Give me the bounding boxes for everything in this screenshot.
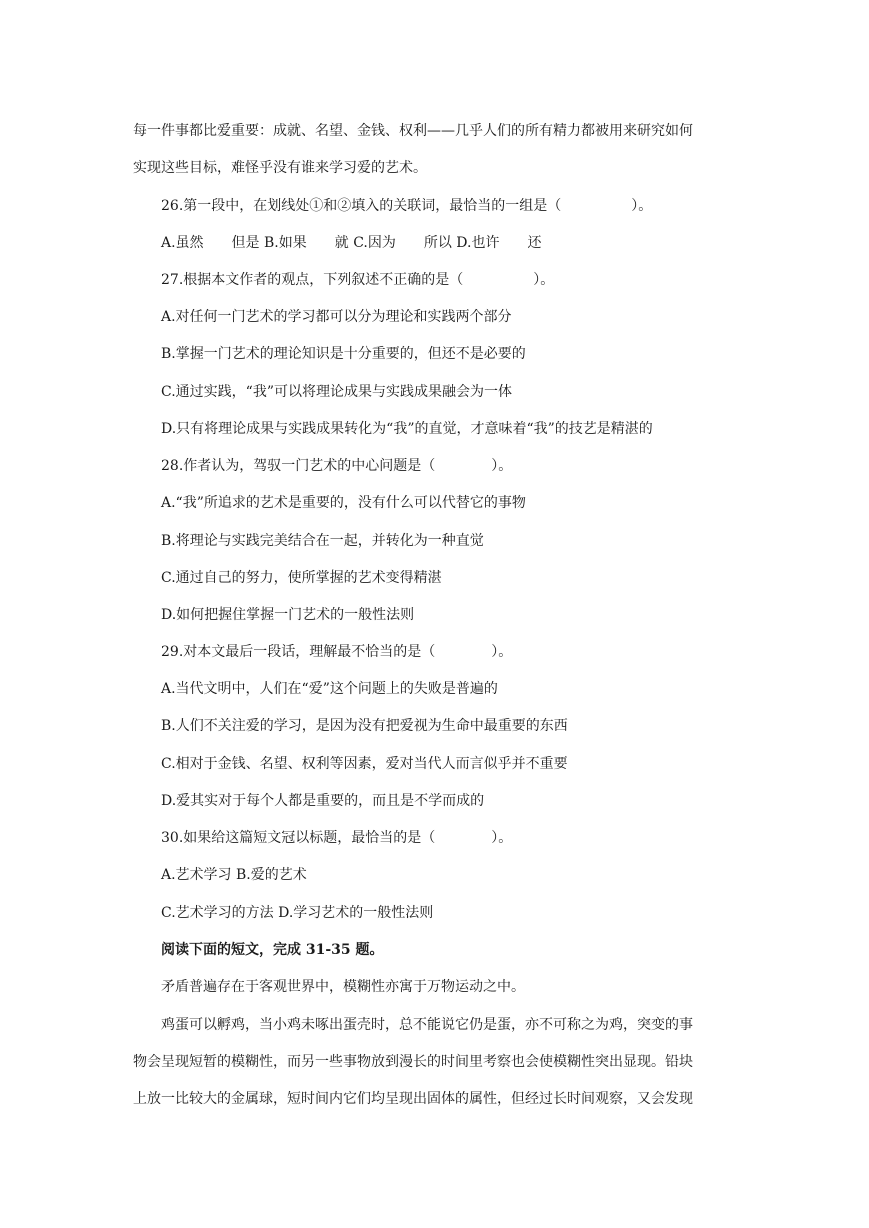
question-28-option-b: B.将理论与实践完美结合在一起，并转化为一种直觉 [161, 533, 484, 549]
question-30-option-cd: C.艺术学习的方法 D.学习艺术的一般性法则 [161, 905, 434, 921]
question-27-option-c: C.通过实践，“我”可以将理论成果与实践成果融会为一体 [161, 384, 512, 400]
section-heading: 阅读下面的短文，完成 31-35 题。 [161, 942, 384, 958]
new-passage-line-3: 物会呈现短暂的模糊性，而另一些事物放到漫长的时间里考察也会使模糊性突出显现。铅块 [133, 1054, 693, 1070]
question-27-stem: 27.根据本文作者的观点，下列叙述不正确的是（ ）。 [161, 272, 555, 288]
question-29-option-d: D.爱其实对于每个人都是重要的，而且是不学而成的 [161, 793, 485, 809]
question-27-option-b: B.掌握一门艺术的理论知识是十分重要的，但还不是必要的 [161, 346, 526, 362]
question-26-options: A.虽然 但是 B.如果 就 C.因为 所以 D.也许 还 [161, 235, 542, 251]
question-27-option-d: D.只有将理论成果与实践成果转化为“我”的直觉，才意味着“我”的技艺是精湛的 [161, 421, 653, 437]
question-29-option-b: B.人们不关注爱的学习，是因为没有把爱视为生命中最重要的东西 [161, 718, 568, 734]
passage-end-line-2: 实现这些目标，难怪乎没有谁来学习爱的艺术。 [133, 160, 427, 176]
question-29-option-c: C.相对于金钱、名望、权利等因素，爱对当代人而言似乎并不重要 [161, 756, 568, 772]
new-passage-line-2: 鸡蛋可以孵鸡，当小鸡未啄出蛋壳时，总不能说它仍是蛋，亦不可称之为鸡，突变的事 [161, 1017, 693, 1033]
question-28-option-a: A.“我”所追求的艺术是重要的，没有什么可以代替它的事物 [161, 495, 526, 511]
question-26-stem: 26.第一段中，在划线处①和②填入的关联词，最恰当的一组是（ ）。 [161, 198, 653, 214]
new-passage-line-4: 上放一比较大的金属球，短时间内它们均呈现出固体的属性，但经过长时间观察，又会发现 [133, 1091, 693, 1107]
question-28-stem: 28.作者认为，驾驭一门艺术的中心问题是（ ）。 [161, 458, 513, 474]
question-28-option-c: C.通过自己的努力，使所掌握的艺术变得精湛 [161, 570, 442, 586]
question-29-stem: 29.对本文最后一段话，理解最不恰当的是（ ）。 [161, 644, 513, 660]
question-28-option-d: D.如何把握住掌握一门艺术的一般性法则 [161, 607, 415, 623]
passage-end-line-1: 每一件事都比爱重要：成就、名望、金钱、权利——几乎人们的所有精力都被用来研究如何 [133, 123, 693, 139]
question-30-option-ab: A.艺术学习 B.爱的艺术 [161, 867, 307, 883]
question-29-option-a: A.当代文明中，人们在“爱”这个问题上的失败是普遍的 [161, 681, 498, 697]
question-30-stem: 30.如果给这篇短文冠以标题，最恰当的是（ ）。 [161, 830, 513, 846]
question-27-option-a: A.对任何一门艺术的学习都可以分为理论和实践两个部分 [161, 309, 512, 325]
new-passage-line-1: 矛盾普遍存在于客观世界中，模糊性亦寓于万物运动之中。 [161, 979, 525, 995]
